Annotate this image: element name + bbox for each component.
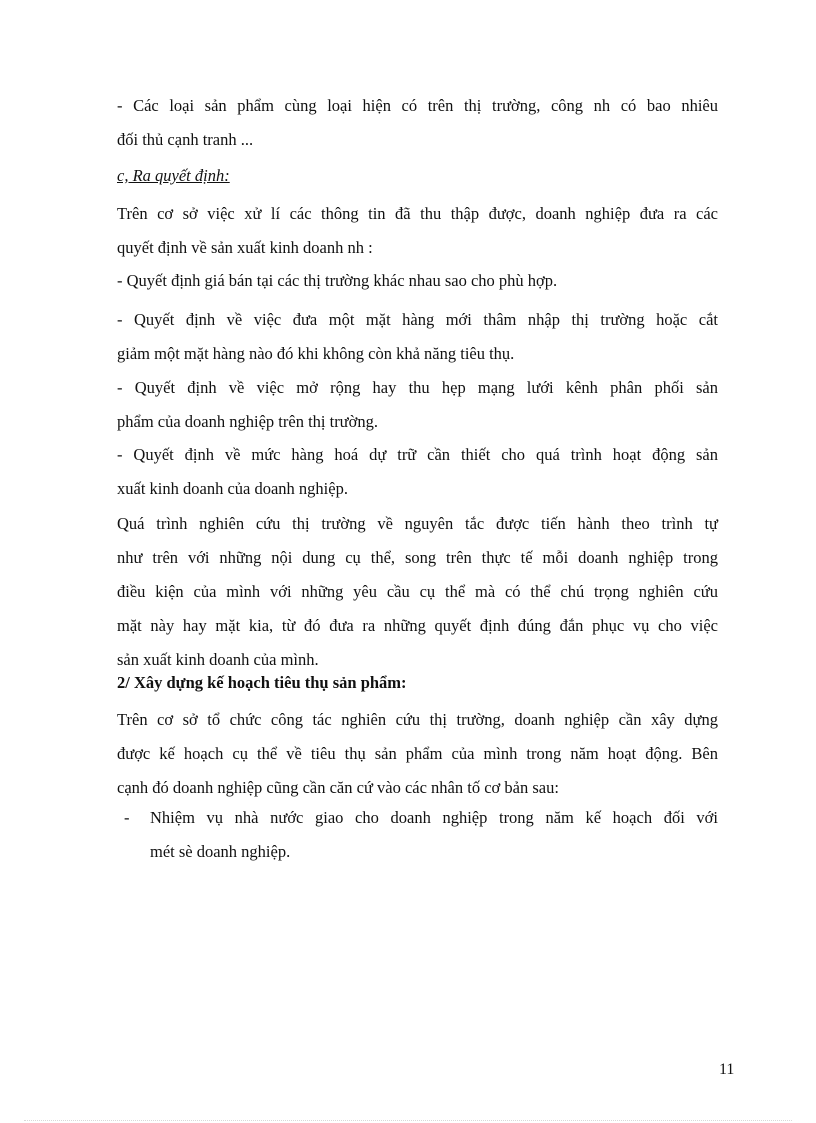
paragraph-price-decision (117, 264, 718, 298)
text-line: mặt này hay mặt kia, từ đó đưa ra những quyết định đúng đắn phục vụ cho việc (117, 616, 718, 635)
paragraph-new-product-decision (117, 303, 718, 371)
text-line: - Quyết định về việc đưa một mặt hàng mới thâm nhập thị trường hoặc cắt (117, 310, 718, 329)
paragraph-decision-intro (117, 197, 718, 265)
text-line: Nhiệm vụ nhà nước giao cho doanh nghiệp trong năm kế hoạch đối với (150, 808, 718, 827)
bullet-item-state-task (150, 801, 718, 869)
text-line: như trên với những nội dung cụ thể, song trên thực tế mỗi doanh nghiệp trong (117, 548, 718, 567)
text-line: - Quyết định về mức hàng hoá dự trữ cần thiết cho quá trình hoạt động sản (117, 445, 718, 464)
text-line: Trên cơ sở việc xử lí các thông tin đã thu thập được, doanh nghiệp đưa ra các (117, 204, 718, 223)
text-line: - Các loại sản phẩm cùng loại hiện có trên thị trường, công nh có bao nhiêu (117, 96, 718, 115)
page-number: 11 (719, 1061, 735, 1078)
footer-divider (24, 1120, 792, 1121)
text-line: xuất kinh doanh của doanh nghiệp. (117, 479, 348, 498)
paragraph-research-process (117, 507, 718, 677)
section-heading-c: c, Ra quyết định: (117, 166, 230, 185)
section-heading-2: 2/ Xây dựng kế hoạch tiêu thụ sản phẩm: (117, 673, 407, 692)
text-line: điều kiện của mình với những yêu cầu cụ thể mà có thể chú trọng nghiên cứu (117, 582, 718, 601)
text-line: được kế hoạch cụ thể về tiêu thụ sản phẩm của mình trong năm hoạt động. Bên (117, 744, 718, 763)
text-line: mét sè doanh nghiệp. (150, 842, 291, 861)
paragraph-inventory-decision (117, 438, 718, 506)
text-line: Quá trình nghiên cứu thị trường về nguyên tắc được tiến hành theo trình tự (117, 514, 718, 533)
text-line: sản xuất kinh doanh của mình. (117, 650, 319, 669)
text-line: quyết định về sản xuất kinh doanh nh : (117, 238, 373, 257)
paragraph-competitors (117, 89, 718, 157)
text-line: phẩm của doanh nghiệp trên thị trường. (117, 412, 378, 431)
text-line: - Quyết định giá bán tại các thị trường khác nhau sao cho phù hợp. (117, 271, 558, 290)
paragraph-distribution-decision (117, 371, 718, 439)
paragraph-sales-plan (117, 703, 718, 805)
text-line: cạnh đó doanh nghiệp cũng cần căn cứ vào các nhân tố cơ bản sau: (117, 778, 559, 797)
bullet-dash: - (124, 808, 130, 827)
text-line: giảm một mặt hàng nào đó khi không còn khả năng tiêu thụ. (117, 344, 515, 363)
text-line: Trên cơ sở tổ chức công tác nghiên cứu thị trường, doanh nghiệp cần xây dựng (117, 710, 718, 729)
text-line: - Quyết định về việc mở rộng hay thu hẹp mạng lưới kênh phân phối sản (117, 378, 718, 397)
text-line: đối thủ cạnh tranh ... (117, 130, 254, 149)
